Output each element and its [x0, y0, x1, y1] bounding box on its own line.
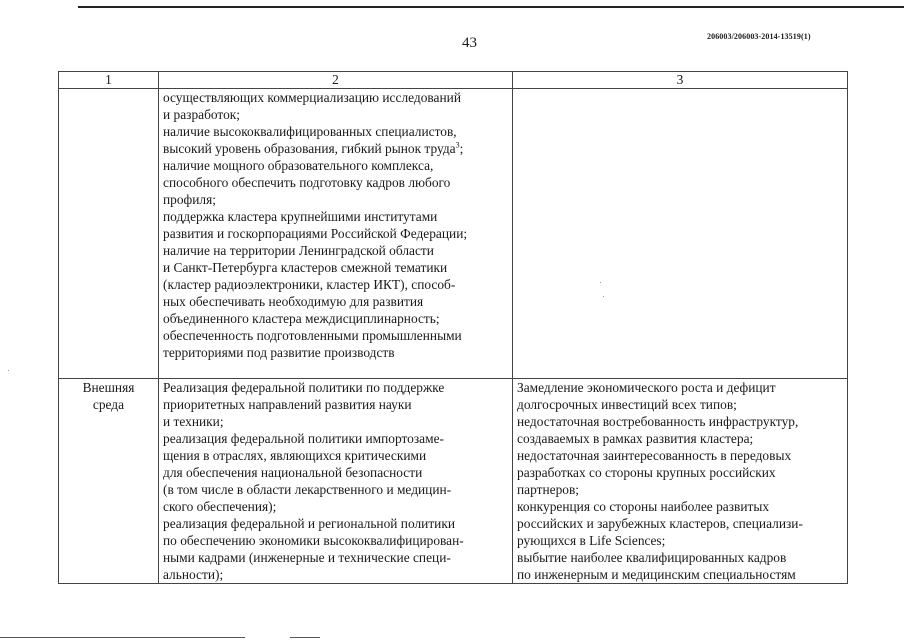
text-line: Замедление экономического роста и дефицит: [517, 380, 776, 395]
text-line: ского обеспечения);: [163, 499, 277, 514]
page-number: 43: [462, 35, 477, 51]
row2-col3-cell: [513, 379, 848, 584]
table-header-row: [59, 72, 848, 89]
text-line: реализация федеральной политики импортозаме-: [163, 431, 444, 446]
text-line: для обеспечения национальной безопасности: [163, 465, 423, 480]
table-row: [59, 379, 848, 584]
text-line: недостаточная востребованность инфраструктур,: [517, 414, 799, 429]
scan-speck: [603, 296, 604, 297]
bottom-border-line-short: [290, 637, 320, 638]
scan-speck: [600, 282, 601, 283]
row2-col2-cell: [159, 379, 513, 584]
text-line: долгосрочных инвестиций всех типов;: [517, 397, 737, 412]
content-table: [58, 71, 848, 584]
row1-col3-cell: [513, 89, 848, 379]
text-line: российских и зарубежных кластеров, специализи-: [517, 516, 803, 531]
text-line: создаваемых в рамках развития кластера;: [517, 431, 754, 446]
text-line: и техники;: [163, 414, 224, 429]
text-line: наличие мощного образовательного комплекса,: [163, 158, 434, 173]
row-label-line: среда: [92, 397, 125, 412]
footnote-suffix: ;: [459, 141, 464, 156]
text-line: способного обеспечить подготовку кадров любого: [163, 175, 451, 190]
row1-col1-cell: [59, 89, 159, 379]
text-line: развития и госкорпорациями Российской Федерации;: [163, 226, 468, 241]
text-line: по обеспечению экономики высококвалифицирован-: [163, 533, 464, 548]
text-line: (в том числе в области лекарственного и медицин-: [163, 482, 452, 497]
text-line: ными кадрами (инженерные и технические специ-: [163, 550, 451, 565]
text-line: (кластер радиоэлектроники, кластер ИКТ), способ-: [163, 277, 456, 292]
text-line: профиля;: [163, 192, 216, 207]
document-id: 206003/206003-2014-13519(1): [707, 32, 811, 41]
column-header-3: 3: [513, 72, 848, 89]
bottom-border-line: [0, 637, 245, 638]
text-line-with-footnote: [163, 140, 508, 157]
text-line: и Санкт-Петербурга кластеров смежной тематики: [163, 260, 448, 275]
column-header-1: 1: [59, 72, 159, 89]
text-line: высокий уровень образования, гибкий рынок труда: [163, 141, 456, 156]
text-line: щения в отраслях, являющихся критическими: [163, 448, 427, 463]
text-line: осуществляющих коммерциализацию исследований: [163, 90, 461, 105]
top-border-line: [78, 6, 904, 8]
text-line: альности);: [163, 567, 224, 582]
text-line: ных обеспечивать необходимую для развития: [163, 294, 424, 309]
row-label-line: Внешняя: [82, 380, 135, 395]
column-header-2: 2: [159, 72, 513, 89]
table-row: [59, 89, 848, 379]
text-line: рующихся в Life Sciences;: [517, 533, 666, 548]
row2-col1-cell: [59, 379, 159, 584]
text-line: по инженерным и медицинским специальностям: [517, 567, 796, 582]
text-line: разработках со стороны крупных российских: [517, 465, 776, 480]
text-line: наличие на территории Ленинградской области: [163, 243, 434, 258]
footnote-mark: 3: [455, 140, 460, 150]
text-line: приоритетных направлений развития науки: [163, 397, 412, 412]
text-line: поддержка кластера крупнейшими институтами: [163, 209, 438, 224]
text-line: объединенного кластера междисциплинарность;: [163, 311, 440, 326]
text-line: территориями под развитие производств: [163, 345, 395, 360]
text-line: реализация федеральной и региональной политики: [163, 516, 456, 531]
text-line: Реализация федеральной политики по поддержке: [163, 380, 445, 395]
text-line: партнеров;: [517, 482, 580, 497]
text-line: конкуренция со стороны наиболее развитых: [517, 499, 770, 514]
text-line: наличие высококвалифицированных специалистов,: [163, 124, 457, 139]
text-line: и разработок;: [163, 107, 241, 122]
text-line: выбытие наиболее квалифицированных кадров: [517, 550, 787, 565]
text-line: недостаточная заинтересованность в передовых: [517, 448, 792, 463]
row1-col2-cell: [159, 89, 513, 379]
text-line: обеспеченность подготовленными промышленными: [163, 328, 462, 343]
scan-speck: [8, 370, 9, 371]
